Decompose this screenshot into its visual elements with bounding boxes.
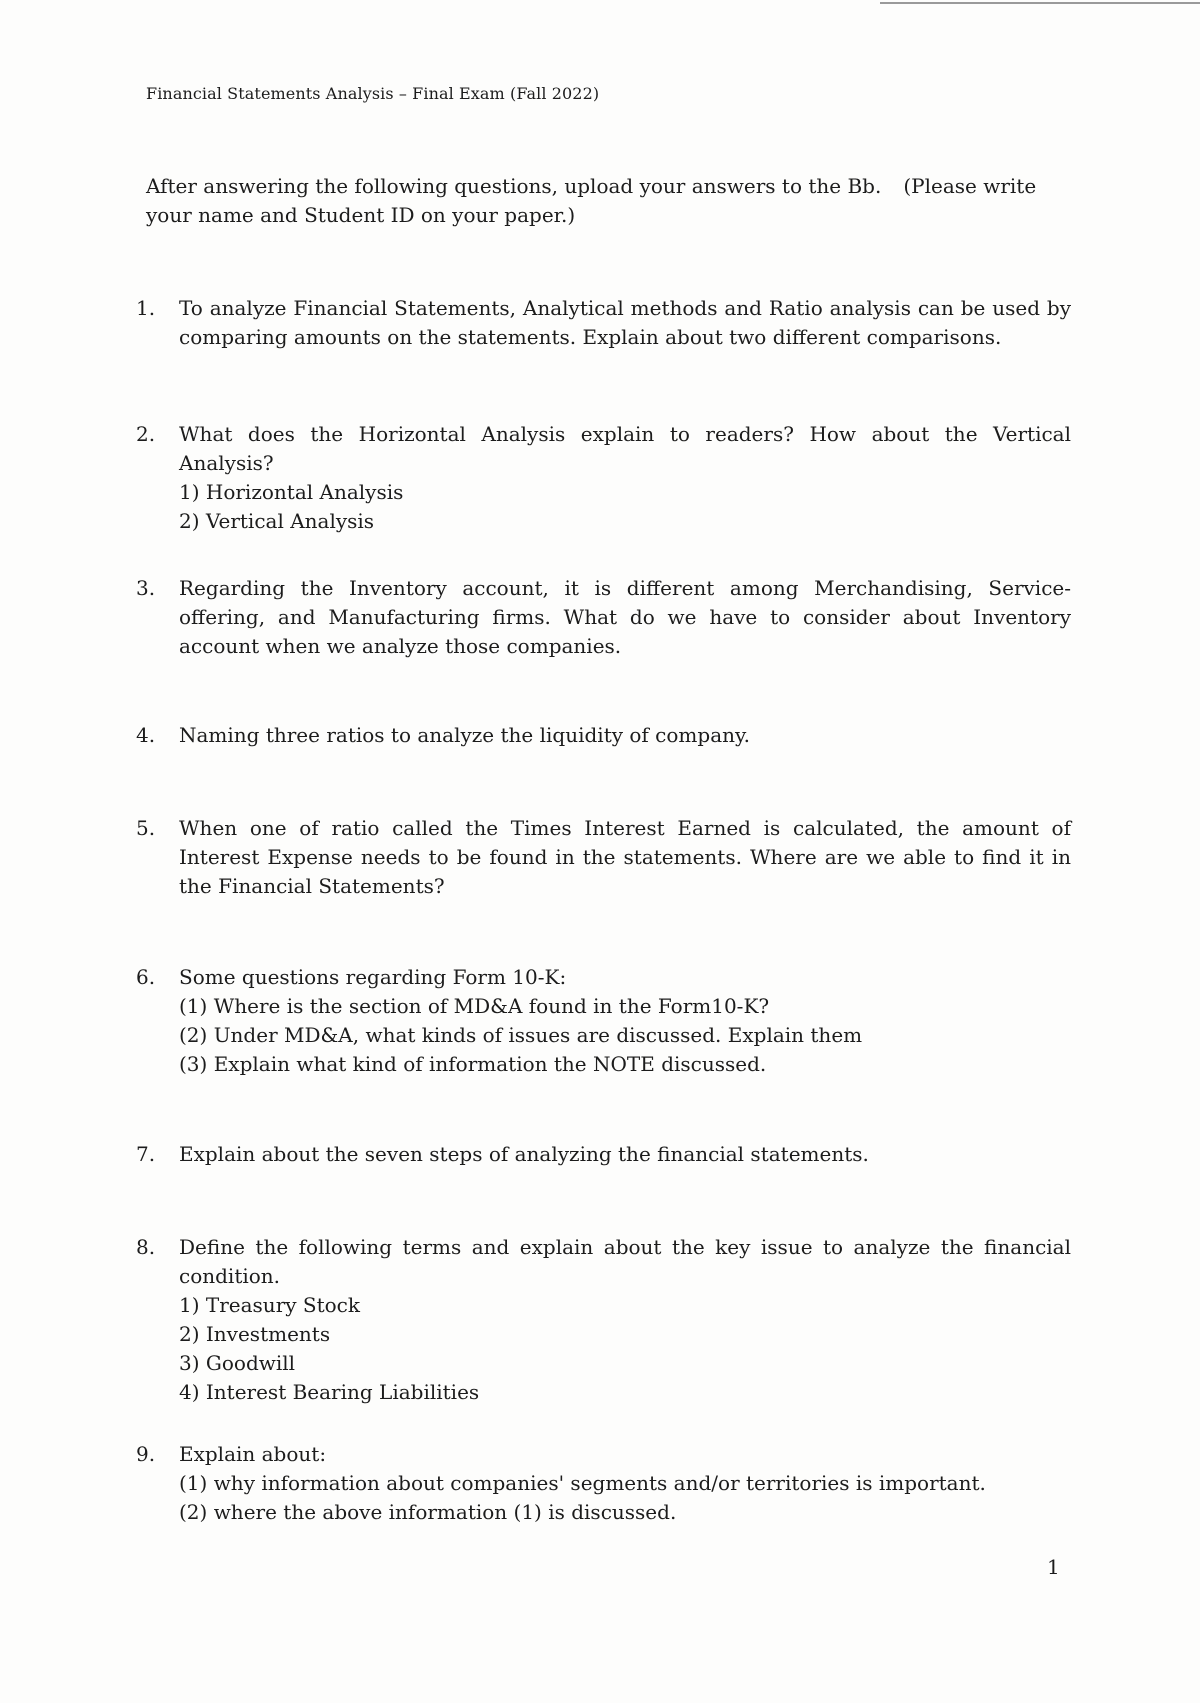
question-text: Explain about: [179,1442,327,1466]
sub-question: (3) Explain what kind of information the NOTE discussed. [179,1052,767,1076]
question-text: Define the following terms and explain about the key issue to analyze the financial condition. [179,1235,1071,1288]
question-1 [136,294,1071,352]
instructions [146,172,1071,230]
page-number: 1 [1047,1555,1060,1579]
question-6 [136,963,1071,1079]
question-7 [136,1140,1071,1169]
sub-question: 1) Treasury Stock [179,1293,361,1317]
document-header: Financial Statements Analysis – Final Exam (Fall 2022) [146,84,600,103]
question-2 [136,420,1071,536]
sub-question: (1) why information about companies' segments and/or territories is important. [179,1471,986,1495]
question-5 [136,814,1071,901]
question-number: 1. [136,296,156,320]
question-3 [136,574,1071,661]
question-9 [136,1440,1071,1527]
question-number: 4. [136,723,156,747]
question-number: 5. [136,816,156,840]
question-text: Naming three ratios to analyze the liquidity of company. [179,723,750,747]
sub-question: 1) Horizontal Analysis [179,480,404,504]
sub-question: 3) Goodwill [179,1351,296,1375]
sub-question: 2) Investments [179,1322,331,1346]
question-text: What does the Horizontal Analysis explain to readers? How about the Vertical Analysis? [179,422,1071,475]
question-text: To analyze Financial Statements, Analytical methods and Ratio analysis can be used by comparing amounts on the statements. Explain about two different comparisons. [179,296,1071,349]
question-number: 6. [136,965,156,989]
question-number: 9. [136,1442,156,1466]
sub-question: (2) where the above information (1) is discussed. [179,1500,677,1524]
question-number: 8. [136,1235,156,1259]
sub-question: (2) Under MD&A, what kinds of issues are discussed. Explain them [179,1023,863,1047]
question-number: 3. [136,576,156,600]
sub-question: 4) Interest Bearing Liabilities [179,1380,480,1404]
sub-question: 2) Vertical Analysis [179,509,375,533]
question-text: Some questions regarding Form 10-K: [179,965,567,989]
question-text: Regarding the Inventory account, it is different among Merchandising, Service-offering, and Manufacturing firms. What do we have to consider about Inventory account when we analyze those companies. [179,576,1071,658]
question-text: When one of ratio called the Times Interest Earned is calculated, the amount of Interest Expense needs to be found in the statements. Where are we able to find it in the Financial Statements? [179,816,1071,898]
question-number: 7. [136,1142,156,1166]
instructions-note: (Please write your name and Student ID on your paper.) [146,174,1037,227]
question-number: 2. [136,422,156,446]
question-4 [136,721,1071,750]
question-8 [136,1233,1071,1407]
sub-question: (1) Where is the section of MD&A found in the Form10-K? [179,994,770,1018]
question-text: Explain about the seven steps of analyzing the financial statements. [179,1142,869,1166]
instructions-text: After answering the following questions, upload your answers to the Bb. [146,174,882,198]
